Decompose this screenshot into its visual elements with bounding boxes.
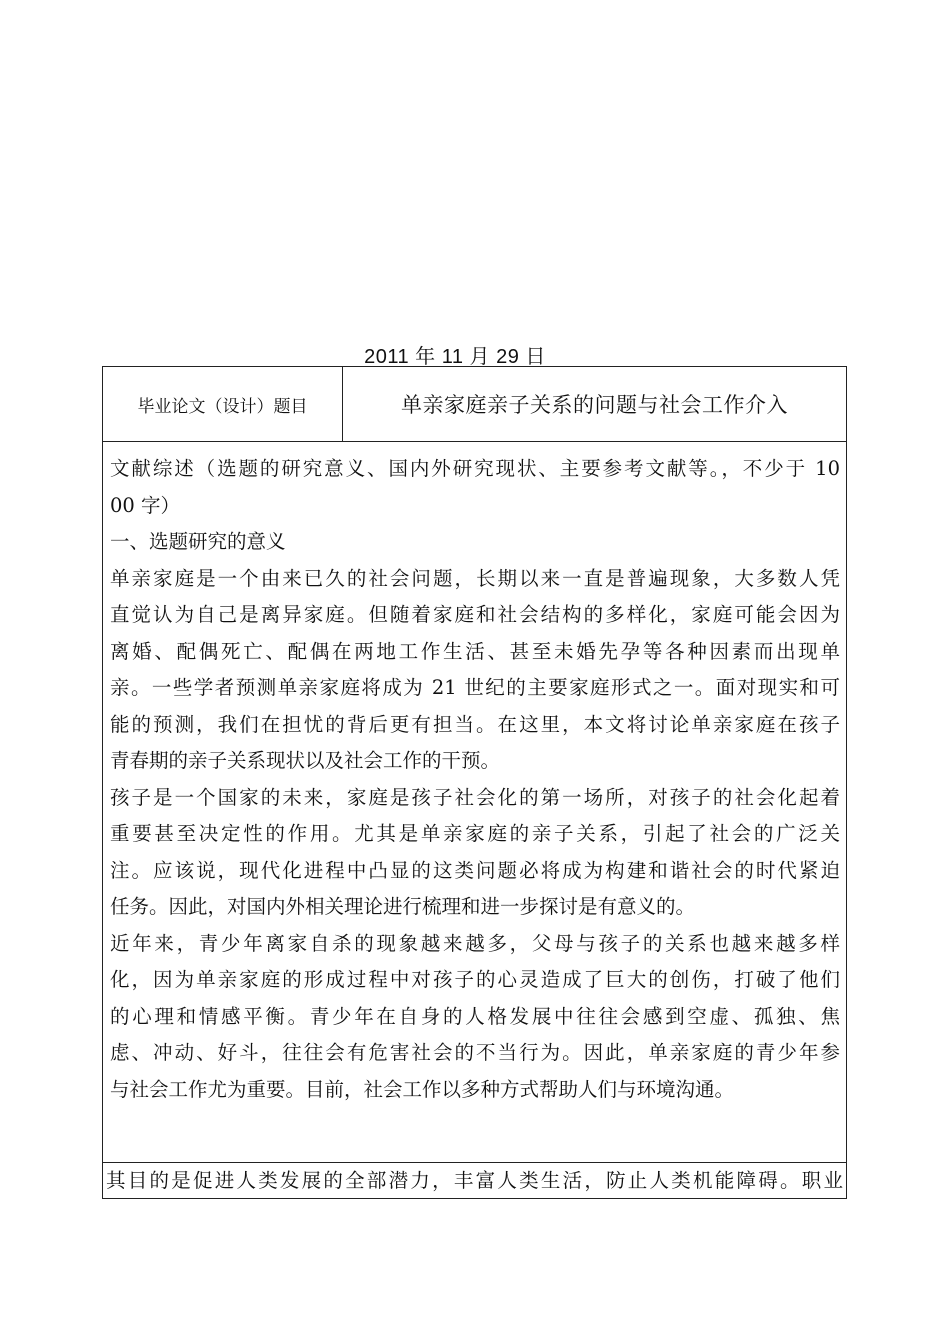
paragraph-line: 重要甚至决定性的作用。尤其是单亲家庭的亲子关系，引起了社会的广泛关 xyxy=(110,822,840,845)
paragraph-line: 任务。因此，对国内外相关理论进行梳理和进一步探讨是有意义的。 xyxy=(110,895,696,918)
paragraph-line: 近年来，青少年离家自杀的现象越来越多，父母与孩子的关系也越来越多样 xyxy=(110,931,840,955)
literature-review-cell xyxy=(110,451,840,1108)
title-row xyxy=(103,367,846,442)
section-heading: 一、选题研究的意义 xyxy=(110,530,286,553)
paragraph-line: 能的预测，我们在担忧的背后更有担当。在这里，本文将讨论单亲家庭在孩子 xyxy=(110,712,840,736)
paragraph-line: 离婚、配偶死亡、配偶在两地工作生活、甚至未婚先孕等各种因素而出现单 xyxy=(110,639,840,663)
paragraph-line: 青春期的亲子关系现状以及社会工作的干预。 xyxy=(110,749,501,772)
paragraph-line: 注。应该说，现代化进程中凸显的这类问题必将成为构建和谐社会的时代紧迫 xyxy=(110,858,840,882)
thesis-title-value: 单亲家庭亲子关系的问题与社会工作介入 xyxy=(401,393,788,417)
continued-paragraph-line: 其目的是促进人类发展的全部潜力，丰富人类生活，防止人类机能障碍。职业 xyxy=(106,1169,843,1192)
paragraph-line: 亲。一些学者预测单亲家庭将成为 21 世纪的主要家庭形式之一。面对现实和可 xyxy=(110,676,840,699)
proposal-form-table xyxy=(102,366,847,1199)
paragraph-line: 直觉认为自己是离异家庭。但随着家庭和社会结构的多样化，家庭可能会因为 xyxy=(110,603,840,626)
review-heading-line: 文献综述（选题的研究意义、国内外研究现状、主要参考文献等。，不少于 10 xyxy=(110,457,840,480)
paragraph-line: 化，因为单亲家庭的形成过程中对孩子的心灵造成了巨大的创伤，打破了他们 xyxy=(110,968,840,991)
document-date: 2011 年 11 月 29 日 xyxy=(364,346,546,368)
table-divider xyxy=(103,1162,846,1163)
paragraph-line: 与社会工作尤为重要。目前，社会工作以多种方式帮助人们与环境沟通。 xyxy=(110,1077,735,1101)
review-heading-line: 00 字） xyxy=(110,493,181,517)
paragraph-line: 虑、冲动、好斗，往往会有危害社会的不当行为。因此，单亲家庭的青少年参 xyxy=(110,1041,840,1064)
paragraph-line: 孩子是一个国家的未来，家庭是孩子社会化的第一场所，对孩子的社会化起着 xyxy=(110,785,840,809)
paragraph-line: 单亲家庭是一个由来已久的社会问题，长期以来一直是普遍现象，大多数人凭 xyxy=(110,566,840,590)
paragraph-line: 的心理和情感平衡。青少年在自身的人格发展中往往会感到空虚、孤独、焦 xyxy=(110,1004,840,1028)
thesis-title-label: 毕业论文（设计）题目 xyxy=(103,367,343,441)
